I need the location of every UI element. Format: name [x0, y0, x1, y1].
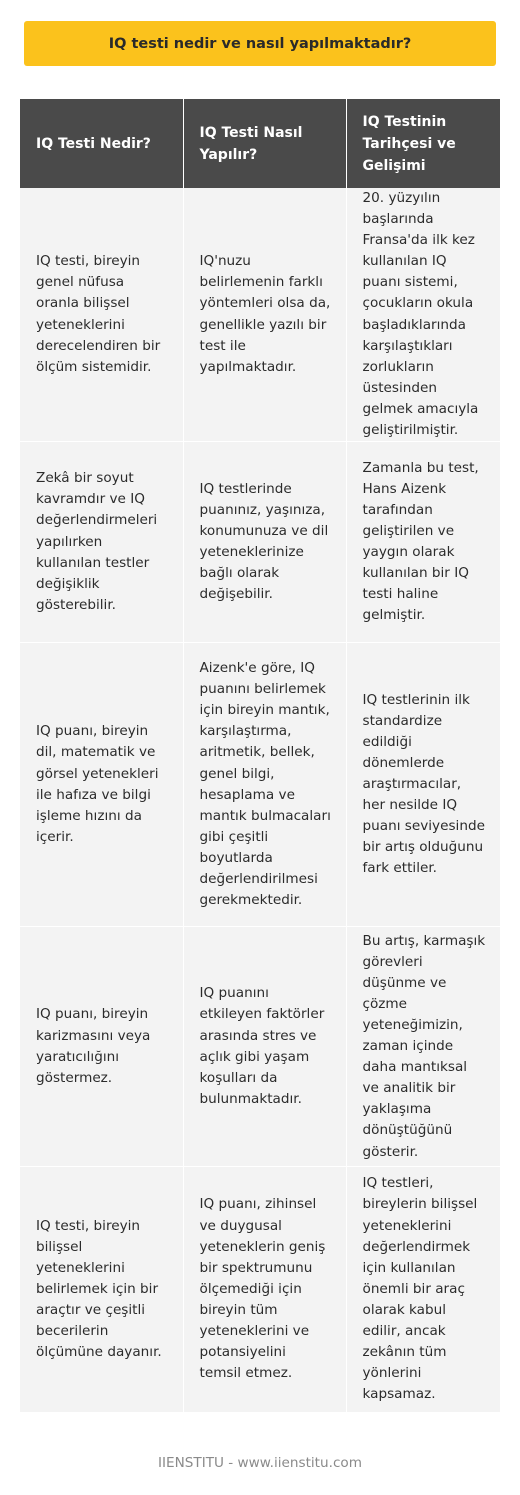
table-cell: Bu artış, karmaşık görevleri düşünme ve çözme yeteneğimizin, zaman içinde daha mantıksal ve analitik bir yaklaşıma dönüştüğünü gösterir.	[346, 927, 500, 1167]
title-banner	[24, 21, 496, 66]
table-cell: IQ puanı, bireyin dil, matematik ve görsel yetenekleri ile hafıza ve bilgi işleme hızını da içerir.	[20, 643, 183, 927]
table-cell: IQ testi, bireyin bilişsel yeteneklerini belirlemek için bir araçtır ve çeşitli becerilerin ölçümüne dayanır.	[20, 1167, 183, 1412]
table-cell: 20. yüzyılın başlarında Fransa'da ilk kez kullanılan IQ puanı sistemi, çocukların okula başladıklarında karşılaştıkları zorlukların üstesinden gelmek amacıyla geliştirilmiştir.	[346, 188, 500, 442]
table-row	[20, 442, 500, 643]
table-cell: IQ testleri, bireylerin bilişsel yeteneklerini değerlendirmek için kullanılan önemli bir araç olarak kabul edilir, ancak zekânın tüm yönlerini kapsamaz.	[346, 1167, 500, 1412]
page-title: IQ testi nedir ve nasıl yapılmaktadır?	[108, 35, 412, 52]
table-row	[20, 927, 500, 1167]
table-cell: Aizenk'e göre, IQ puanını belirlemek için bireyin mantık, karşılaştırma, aritmetik, bellek, genel bilgi, hesaplama ve mantık bulmacaları gibi çeşitli boyutlarda değerlendirilmesi gerekmektedir.	[183, 643, 346, 927]
table-cell: IQ testlerinin ilk standardize edildiği dönemlerde araştırmacılar, her nesilde IQ puanı seviyesinde bir artış olduğunu fark ettiler.	[346, 643, 500, 927]
table-cell: IQ puanını etkileyen faktörler arasında stres ve açlık gibi yaşam koşulları da bulunmaktadır.	[183, 927, 346, 1167]
column-header: IQ Testi Nasıl Yapılır?	[183, 99, 346, 188]
table-row	[20, 188, 500, 442]
column-header: IQ Testi Nedir?	[20, 99, 183, 188]
table-cell: Zekâ bir soyut kavramdır ve IQ değerlendirmeleri yapılırken kullanılan testler değişiklik gösterebilir.	[20, 442, 183, 643]
table-row	[20, 1167, 500, 1412]
table-cell: Zamanla bu test, Hans Aizenk tarafından geliştirilen ve yaygın olarak kullanılan bir IQ testi haline gelmiştir.	[346, 442, 500, 643]
footer-credit: IIENSTITU - www.iienstitu.com	[158, 1455, 362, 1471]
table-cell: IQ testlerinde puanınız, yaşınıza, konumunuza ve dil yeteneklerinize bağlı olarak değişebilir.	[183, 442, 346, 643]
table-header-row	[20, 99, 500, 188]
table-cell: IQ puanı, zihinsel ve duygusal yeteneklerin geniş bir spektrumunu ölçemediği için bireyin tüm yeteneklerini ve potansiyelini temsil etmez.	[183, 1167, 346, 1412]
table-row	[20, 643, 500, 927]
info-table	[20, 99, 500, 1412]
table-cell: IQ'nuzu belirlemenin farklı yöntemleri olsa da, genellikle yazılı bir test ile yapılmaktadır.	[183, 188, 346, 442]
table-cell: IQ puanı, bireyin karizmasını veya yaratıcılığını göstermez.	[20, 927, 183, 1167]
table-cell: IQ testi, bireyin genel nüfusa oranla bilişsel yeteneklerini derecelendiren bir ölçüm sistemidir.	[20, 188, 183, 442]
column-header: IQ Testinin Tarihçesi ve Gelişimi	[346, 99, 500, 188]
